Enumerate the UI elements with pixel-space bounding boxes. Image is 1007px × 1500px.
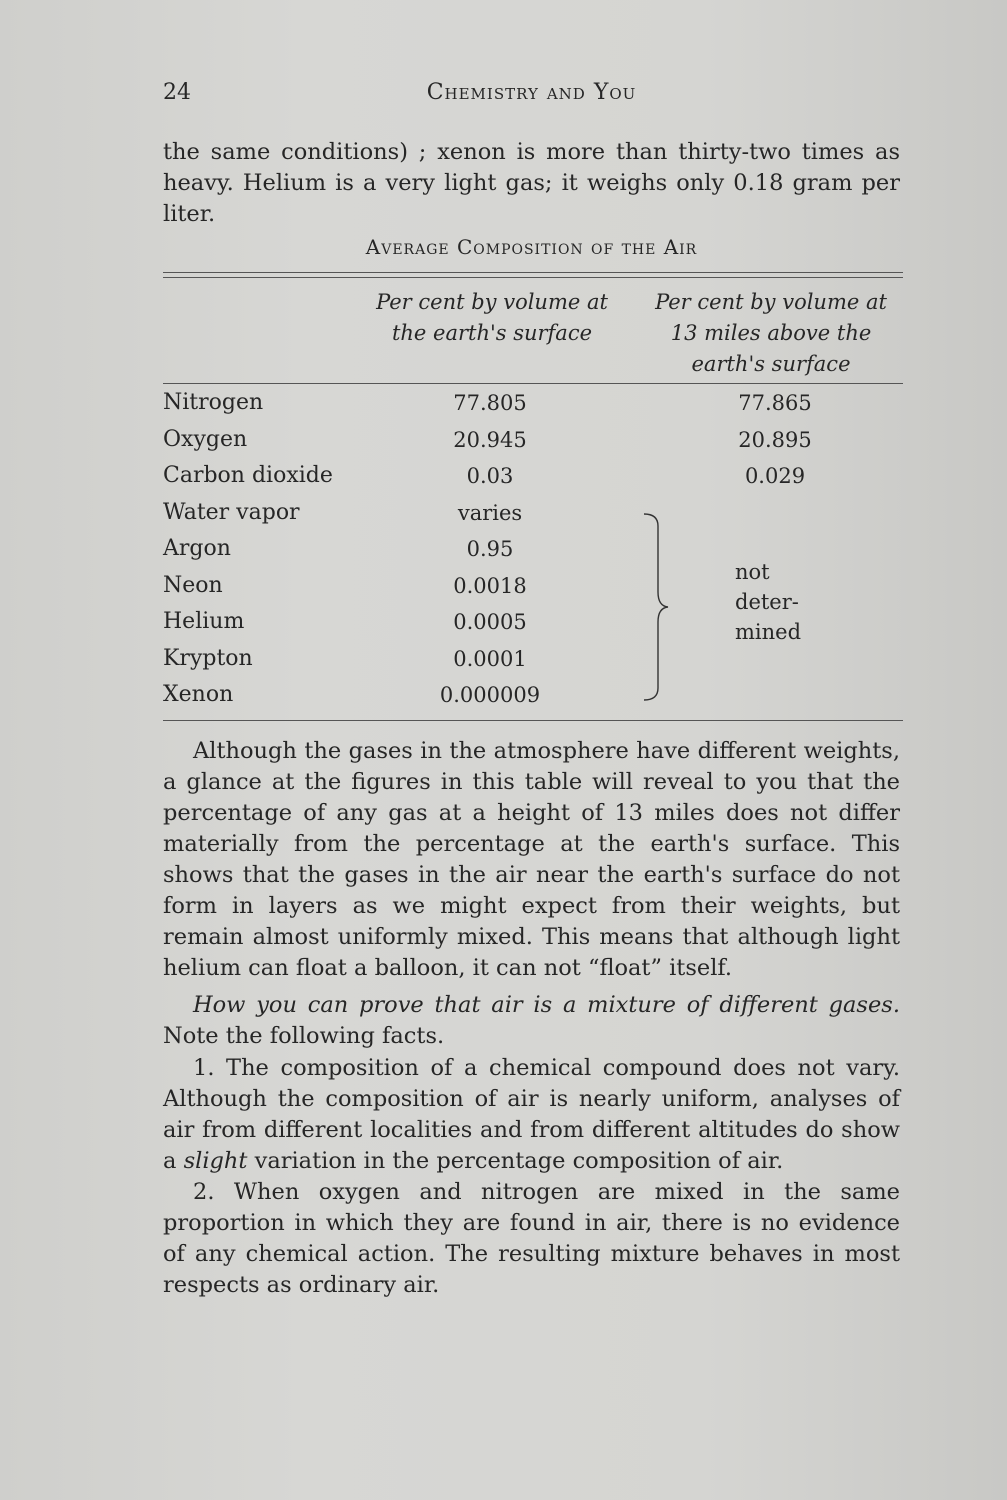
- table-cell-altitude: 77.865: [738, 391, 812, 415]
- table-cell-surface: 0.03: [466, 464, 514, 488]
- table-row-gas: Helium: [163, 609, 245, 634]
- table-cell-surface: 0.000009: [439, 683, 541, 707]
- table-row-gas: Nitrogen: [163, 390, 264, 415]
- point-1: [163, 1053, 900, 1177]
- running-head: Chemistry and You: [426, 80, 637, 105]
- table-title: Average Composition of the Air: [365, 235, 698, 259]
- explanation-paragraph: Although the gases in the atmosphere have different weights, a glance at the figures in this table will reveal to you that the percentage of any gas at a height of 13 miles does not differ materially from the percentage at the earth's surface. This shows that the gases in the air near the earth's surface do not form in layers as we might expect from their weights, but remain almost uniformly mixed. This means that although light helium can float a balloon, it can not “float” itself.: [163, 738, 900, 981]
- table-bottom-rule: [163, 720, 903, 721]
- page-number: 24: [163, 80, 191, 105]
- table-row-gas: Krypton: [163, 645, 253, 671]
- section-paragraph: [163, 990, 900, 1052]
- table-cell-surface: varies: [457, 500, 523, 525]
- header-rule: [163, 383, 903, 384]
- table-top-rule: [163, 272, 903, 273]
- table-row-gas: Argon: [163, 536, 231, 561]
- point-1-text: 1. The composition of a chemical compound does not vary. Although the composition of air is nearly uniform, analyses of air from different localities and from different altitudes do show a: [163, 1055, 900, 1174]
- section-heading: How you can prove that air is a mixture of different gases.: [193, 992, 900, 1018]
- table-row-gas: Carbon dioxide: [163, 463, 333, 488]
- table-cell-surface: 20.945: [453, 427, 527, 452]
- table-row-gas: Xenon: [163, 682, 234, 707]
- intro-paragraph: the same conditions) ; xenon is more than thirty-two times as heavy. Helium is a very light gas; it weighs only 0.18 gram per liter.: [163, 139, 900, 227]
- table-top-rule-double: [163, 277, 903, 278]
- section-heading-tail: Note the following facts.: [163, 1023, 445, 1049]
- table-row-gas: Water vapor: [163, 499, 300, 525]
- column-header-altitude: Per cent by volume at 13 miles above the earth's surface: [655, 290, 887, 376]
- column-header-surface: Per cent by volume at the earth's surface: [376, 290, 608, 345]
- point-1-emphasis: slight: [183, 1148, 248, 1174]
- table-cell-surface: 0.0001: [453, 646, 527, 671]
- point-2: 2. When oxygen and nitrogen are mixed in the same proportion in which they are found in air, there is no evidence of any chemical action. The resulting mixture behaves in most respects as ordinary air.: [163, 1179, 900, 1298]
- bracket-brace: [640, 512, 680, 702]
- table-row-gas: Oxygen: [163, 426, 248, 452]
- point-1-text-end: variation in the percentage composition of air.: [254, 1148, 784, 1174]
- table-cell-surface: 0.0018: [453, 573, 527, 598]
- not-determined-note: not deter- mined: [735, 560, 802, 644]
- table-cell-surface: 77.805: [453, 391, 527, 415]
- table-cell-altitude: 20.895: [738, 427, 812, 452]
- table-cell-altitude: 0.029: [744, 464, 806, 488]
- table-cell-surface: 0.95: [466, 537, 514, 561]
- table-row-gas: Neon: [163, 572, 223, 598]
- table-cell-surface: 0.0005: [453, 610, 527, 634]
- page-header: [163, 80, 900, 110]
